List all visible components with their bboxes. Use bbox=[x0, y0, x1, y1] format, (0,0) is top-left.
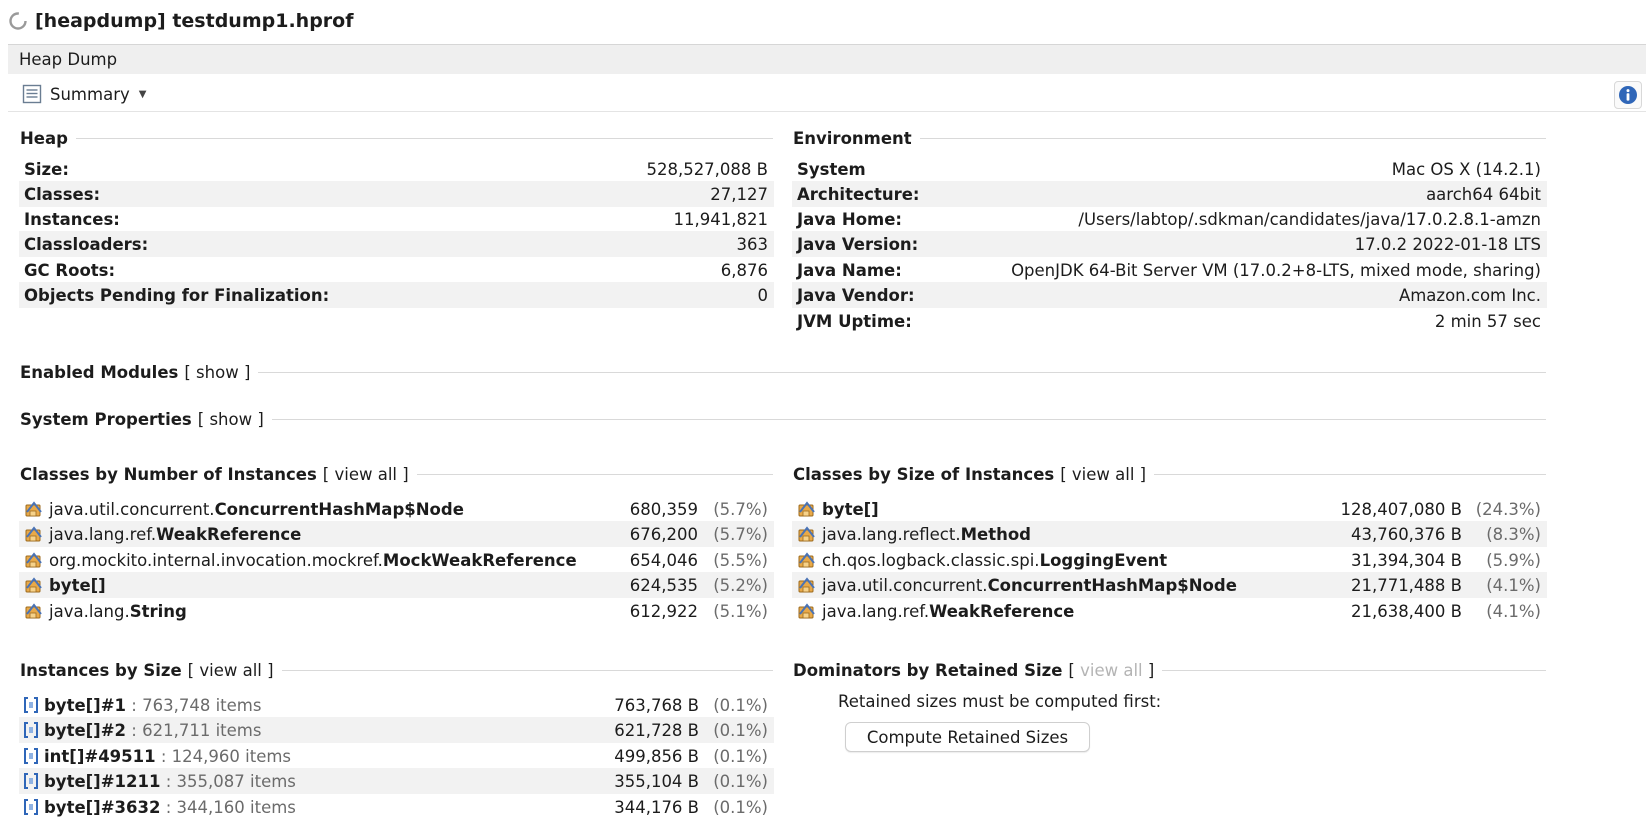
environment-section-title: Environment bbox=[793, 128, 912, 148]
show-properties-link[interactable]: [ show ] bbox=[197, 409, 264, 429]
class-simple-name: String bbox=[129, 601, 187, 621]
instances-by-size-title: Instances by Size bbox=[20, 660, 182, 680]
instance-size: 21,638,400 B bbox=[1350, 601, 1462, 621]
class-simple-name: WeakReference bbox=[929, 601, 1075, 621]
heap-value: 6,876 bbox=[720, 260, 768, 280]
class-count-row[interactable] bbox=[19, 572, 774, 598]
class-size-row[interactable] bbox=[792, 572, 1547, 598]
instance-count: 624,535 bbox=[629, 575, 698, 595]
class-package: java.util.concurrent. bbox=[822, 575, 988, 595]
class-icon bbox=[23, 575, 45, 595]
env-value: Amazon.com Inc. bbox=[1398, 285, 1541, 305]
instance-size: 31,394,304 B bbox=[1350, 550, 1462, 570]
env-value: 2 min 57 sec bbox=[1434, 311, 1541, 331]
info-button[interactable] bbox=[1614, 81, 1642, 109]
instance-name bbox=[44, 747, 291, 766]
view-dropdown[interactable] bbox=[22, 81, 146, 107]
instance-percent: (5.5%) bbox=[713, 550, 768, 570]
instance-id: byte[]#3632 bbox=[44, 797, 161, 817]
array-instance-icon bbox=[23, 720, 39, 740]
toolbar bbox=[8, 78, 1646, 112]
instance-count: 654,046 bbox=[629, 550, 698, 570]
heap-value: 0 bbox=[757, 285, 768, 305]
instance-items: : 355,087 items bbox=[160, 771, 296, 791]
heap-key: Instances: bbox=[24, 209, 120, 229]
summary-document-icon bbox=[22, 84, 42, 104]
compute-retained-sizes-button[interactable]: Compute Retained Sizes bbox=[845, 722, 1090, 752]
class-count-row[interactable] bbox=[19, 598, 774, 624]
retained-sizes-note: Retained sizes must be computed first: bbox=[838, 692, 1162, 711]
instance-items: : 124,960 items bbox=[155, 746, 292, 766]
instance-name bbox=[44, 721, 261, 740]
tab-heap-dump[interactable] bbox=[8, 44, 1646, 74]
array-instance-icon bbox=[23, 797, 39, 817]
class-icon bbox=[796, 499, 818, 519]
class-simple-name: MockWeakReference bbox=[382, 550, 577, 570]
tab-label: Heap Dump bbox=[19, 50, 118, 69]
classes-by-count-title: Classes by Number of Instances bbox=[20, 464, 317, 484]
chevron-down-icon: ▼ bbox=[138, 88, 147, 100]
class-icon bbox=[23, 550, 45, 570]
instance-size: 355,104 B bbox=[614, 771, 699, 791]
class-name bbox=[822, 576, 1237, 595]
heap-key: Classes: bbox=[24, 184, 101, 204]
env-value: 17.0.2 2022-01-18 LTS bbox=[1354, 234, 1541, 254]
class-count-row[interactable] bbox=[19, 521, 774, 547]
show-properties-link-text: show bbox=[209, 409, 253, 429]
class-size-row[interactable] bbox=[792, 547, 1547, 573]
instance-size-percent: (0.1%) bbox=[713, 720, 768, 740]
class-simple-name: LoggingEvent bbox=[1039, 550, 1168, 570]
class-name bbox=[822, 551, 1167, 570]
instance-name bbox=[44, 772, 296, 791]
class-count-row[interactable] bbox=[19, 547, 774, 573]
view-all-link-text: view all bbox=[334, 464, 397, 484]
heap-key: Classloaders: bbox=[24, 234, 149, 254]
heap-value: 11,941,821 bbox=[673, 209, 768, 229]
instance-size-percent: (0.1%) bbox=[713, 797, 768, 817]
class-simple-name: Method bbox=[960, 524, 1031, 544]
loading-spinner-icon bbox=[8, 11, 28, 31]
show-modules-link-text: show bbox=[196, 362, 239, 382]
divider bbox=[272, 419, 1546, 420]
instance-size: 43,760,376 B bbox=[1350, 524, 1462, 544]
class-name bbox=[822, 500, 879, 519]
class-name bbox=[49, 551, 577, 570]
instance-size: 128,407,080 B bbox=[1340, 499, 1462, 519]
env-row-java-name bbox=[792, 257, 1547, 283]
class-name bbox=[822, 602, 1074, 621]
env-key: Java Home: bbox=[797, 209, 903, 229]
enabled-modules-title: Enabled Modules bbox=[20, 362, 179, 382]
instance-count: 612,922 bbox=[629, 601, 698, 621]
instance-size: 621,728 B bbox=[614, 720, 699, 740]
heap-value: 27,127 bbox=[710, 184, 768, 204]
class-package: java.util.concurrent. bbox=[49, 499, 215, 519]
class-simple-name: byte[] bbox=[822, 499, 879, 519]
env-row-java-vendor bbox=[792, 282, 1547, 308]
instance-percent: (5.2%) bbox=[713, 575, 768, 595]
env-row-java-home bbox=[792, 206, 1547, 232]
class-package: java.lang.ref. bbox=[822, 601, 930, 621]
instance-size: 21,771,488 B bbox=[1350, 575, 1462, 595]
instance-row[interactable] bbox=[19, 743, 774, 769]
instance-size: 763,768 B bbox=[614, 695, 699, 715]
heap-row-size bbox=[19, 156, 774, 182]
class-size-row[interactable] bbox=[792, 598, 1547, 624]
class-icon bbox=[23, 524, 45, 544]
class-package: ch.qos.logback.classic.spi. bbox=[822, 550, 1040, 570]
class-name bbox=[49, 525, 301, 544]
instance-id: byte[]#1 bbox=[44, 695, 127, 715]
array-instance-icon bbox=[23, 746, 39, 766]
instance-row[interactable] bbox=[19, 768, 774, 794]
dominators-header bbox=[793, 659, 1546, 681]
instance-items: : 621,711 items bbox=[126, 720, 262, 740]
instance-items: : 763,748 items bbox=[126, 695, 262, 715]
divider bbox=[1154, 474, 1546, 475]
heap-section-title: Heap bbox=[20, 128, 68, 148]
heap-row-pending-finalization bbox=[19, 282, 774, 308]
class-icon bbox=[796, 575, 818, 595]
instance-row[interactable] bbox=[19, 692, 774, 718]
instance-size-percent: (0.1%) bbox=[713, 771, 768, 791]
size-percent: (4.1%) bbox=[1486, 575, 1541, 595]
class-package: org.mockito.internal.invocation.mockref. bbox=[49, 550, 383, 570]
env-row-jvm-uptime bbox=[792, 308, 1547, 334]
environment-section-header bbox=[793, 127, 1546, 149]
instance-id: byte[]#1211 bbox=[44, 771, 161, 791]
env-key: Java Name: bbox=[797, 260, 902, 280]
instance-size: 499,856 B bbox=[614, 746, 699, 766]
instance-row[interactable] bbox=[19, 717, 774, 743]
env-value: OpenJDK 64-Bit Server VM (17.0.2+8-LTS, mixed mode, sharing) bbox=[1011, 260, 1541, 280]
view-all-link-text: view all bbox=[199, 660, 262, 680]
instance-size-percent: (0.1%) bbox=[713, 746, 768, 766]
class-name bbox=[49, 602, 187, 621]
classes-by-count-header bbox=[20, 463, 773, 485]
class-icon bbox=[796, 601, 818, 621]
view-all-link-text: view all bbox=[1071, 464, 1135, 484]
size-percent: (5.9%) bbox=[1486, 550, 1541, 570]
dominators-title: Dominators by Retained Size bbox=[793, 660, 1063, 680]
heap-key: Size: bbox=[24, 159, 69, 179]
env-key: JVM Uptime: bbox=[797, 311, 912, 331]
heap-value: 363 bbox=[736, 234, 768, 254]
window-title: [heapdump] testdump1.hprof bbox=[35, 10, 354, 32]
class-icon bbox=[23, 601, 45, 621]
instance-size-percent: (0.1%) bbox=[713, 695, 768, 715]
heap-row-instances bbox=[19, 206, 774, 232]
env-row-java-version bbox=[792, 231, 1547, 257]
size-percent: (8.3%) bbox=[1486, 524, 1541, 544]
instance-count: 680,359 bbox=[629, 499, 698, 519]
instances-by-size-header bbox=[20, 659, 773, 681]
class-name bbox=[822, 525, 1031, 544]
window-title-bar bbox=[8, 8, 353, 34]
array-instance-icon bbox=[23, 771, 39, 791]
class-size-row[interactable] bbox=[792, 496, 1547, 522]
divider bbox=[76, 138, 773, 139]
view-all-by-count-link[interactable]: [ view all ] bbox=[322, 464, 409, 484]
view-all-dominators-link: [ view all ] bbox=[1068, 660, 1155, 680]
class-icon bbox=[23, 499, 45, 519]
env-key: Java Vendor: bbox=[797, 285, 915, 305]
env-key: Java Version: bbox=[797, 234, 919, 254]
heap-value: 528,527,088 B bbox=[646, 159, 768, 179]
instance-name bbox=[44, 798, 296, 817]
system-properties-header bbox=[20, 408, 1546, 430]
view-dropdown-label: Summary bbox=[50, 84, 130, 104]
instance-count: 676,200 bbox=[629, 524, 698, 544]
class-size-row[interactable] bbox=[792, 521, 1547, 547]
class-simple-name: byte[] bbox=[49, 575, 106, 595]
instance-id: int[]#49511 bbox=[44, 746, 156, 766]
divider bbox=[417, 474, 773, 475]
env-key: System bbox=[797, 159, 866, 179]
class-icon bbox=[796, 524, 818, 544]
instance-name bbox=[44, 696, 261, 715]
divider bbox=[282, 670, 773, 671]
view-all-by-size-link[interactable]: [ view all ] bbox=[1060, 464, 1147, 484]
heap-key: GC Roots: bbox=[24, 260, 116, 280]
env-value: /Users/labtop/.sdkman/candidates/java/17.0.2.8.1-amzn bbox=[1078, 209, 1541, 229]
instance-size: 344,176 B bbox=[614, 797, 699, 817]
view-all-link-text-disabled: view all bbox=[1080, 660, 1143, 680]
instance-percent: (5.7%) bbox=[713, 524, 768, 544]
instance-row[interactable] bbox=[19, 794, 774, 820]
instance-percent: (5.1%) bbox=[713, 601, 768, 621]
class-name bbox=[49, 576, 106, 595]
show-modules-link[interactable]: [ show ] bbox=[184, 362, 251, 382]
env-row-system bbox=[792, 156, 1547, 182]
classes-by-size-header bbox=[793, 463, 1546, 485]
divider bbox=[1162, 670, 1546, 671]
classes-by-size-title: Classes by Size of Instances bbox=[793, 464, 1055, 484]
instance-percent: (5.7%) bbox=[713, 499, 768, 519]
heap-section-header bbox=[20, 127, 773, 149]
heap-key: Objects Pending for Finalization: bbox=[24, 285, 330, 305]
view-all-instances-link[interactable]: [ view all ] bbox=[187, 660, 274, 680]
info-icon bbox=[1618, 85, 1638, 105]
size-percent: (24.3%) bbox=[1475, 499, 1541, 519]
class-name bbox=[49, 500, 464, 519]
heap-row-gc-roots bbox=[19, 257, 774, 283]
class-icon bbox=[796, 550, 818, 570]
instance-id: byte[]#2 bbox=[44, 720, 127, 740]
heap-row-classes bbox=[19, 181, 774, 207]
class-package: java.lang.ref. bbox=[49, 524, 157, 544]
env-row-architecture bbox=[792, 181, 1547, 207]
heap-row-classloaders bbox=[19, 231, 774, 257]
class-package: java.lang. bbox=[49, 601, 130, 621]
system-properties-title: System Properties bbox=[20, 409, 192, 429]
class-package: java.lang.reflect. bbox=[822, 524, 961, 544]
env-key: Architecture: bbox=[797, 184, 920, 204]
array-instance-icon bbox=[23, 695, 39, 715]
class-count-row[interactable] bbox=[19, 496, 774, 522]
size-percent: (4.1%) bbox=[1486, 601, 1541, 621]
divider bbox=[258, 372, 1546, 373]
class-simple-name: ConcurrentHashMap$Node bbox=[987, 575, 1237, 595]
class-simple-name: ConcurrentHashMap$Node bbox=[214, 499, 464, 519]
enabled-modules-header bbox=[20, 361, 1546, 383]
env-value: aarch64 64bit bbox=[1426, 184, 1541, 204]
env-value: Mac OS X (14.2.1) bbox=[1391, 159, 1541, 179]
class-simple-name: WeakReference bbox=[156, 524, 302, 544]
divider bbox=[920, 138, 1546, 139]
instance-items: : 344,160 items bbox=[160, 797, 296, 817]
